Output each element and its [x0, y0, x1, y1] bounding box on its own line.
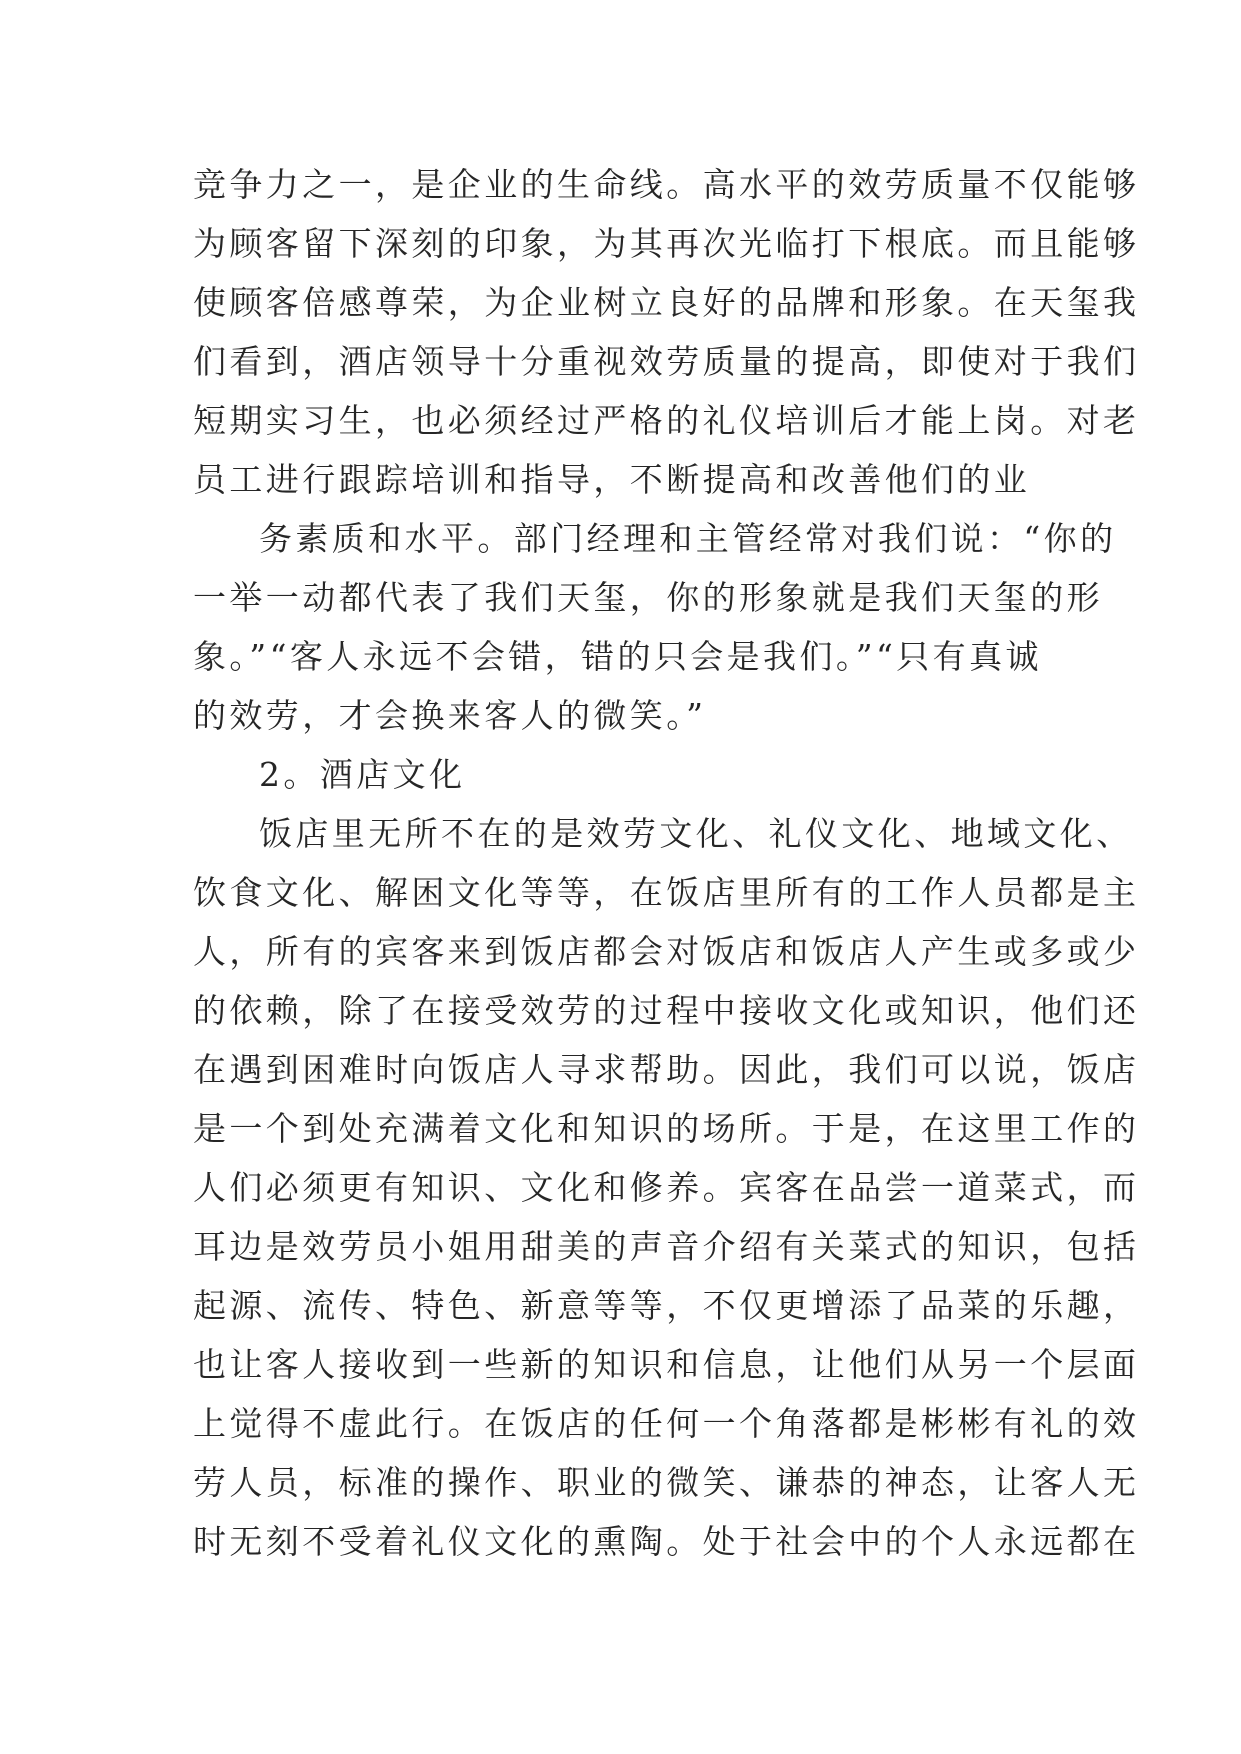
text-line: 的依赖，除了在接受效劳的过程中接收文化或知识，他们还: [193, 991, 1140, 1030]
paragraph-first-line: 2。酒店文化: [259, 755, 466, 794]
text-line: 饮食文化、解困文化等等，在饭店里所有的工作人员都是主: [193, 873, 1140, 912]
paragraph-first-line: 务素质和水平。部门经理和主管经常对我们说：“你的: [259, 519, 1117, 558]
text-line: 竞争力之一，是企业的生命线。高水平的效劳质量不仅能够: [193, 165, 1140, 204]
text-line: 耳边是效劳员小姐用甜美的声音介绍有关菜式的知识，包括: [193, 1227, 1140, 1266]
document-body: [193, 155, 1140, 1571]
text-line: 在遇到困难时向饭店人寻求帮助。因此，我们可以说，饭店: [193, 1050, 1140, 1089]
paragraph-first-line: 饭店里无所不在的是效劳文化、礼仪文化、地域文化、: [259, 814, 1133, 853]
text-line: 上觉得不虚此行。在饭店的任何一个角落都是彬彬有礼的效: [193, 1404, 1140, 1443]
text-line: 员工进行跟踪培训和指导，不断提高和改善他们的业: [193, 460, 1031, 499]
text-line: 使顾客倍感尊荣，为企业树立良好的品牌和形象。在天玺我: [193, 283, 1140, 322]
text-line: 也让客人接收到一些新的知识和信息，让他们从另一个层面: [193, 1345, 1140, 1384]
text-line: 象。”“客人永远不会错，错的只会是我们。”“只有真诚: [193, 637, 1042, 676]
text-line: 人们必须更有知识、文化和修养。宾客在品尝一道菜式，而: [193, 1168, 1140, 1207]
text-line: 的效劳，才会换来客人的微笑。”: [193, 696, 707, 735]
text-line: 是一个到处充满着文化和知识的场所。于是，在这里工作的: [193, 1109, 1140, 1148]
text-line: 人，所有的宾客来到饭店都会对饭店和饭店人产生或多或少: [193, 932, 1140, 971]
text-line: 起源、流传、特色、新意等等，不仅更增添了品菜的乐趣，: [193, 1286, 1140, 1325]
text-line: 们看到，酒店领导十分重视效劳质量的提高，即使对于我们: [193, 342, 1140, 381]
text-line: 为顾客留下深刻的印象，为其再次光临打下根底。而且能够: [193, 224, 1140, 263]
text-line: 时无刻不受着礼仪文化的熏陶。处于社会中的个人永远都在: [193, 1522, 1140, 1561]
text-line: 短期实习生，也必须经过严格的礼仪培训后才能上岗。对老: [193, 401, 1140, 440]
text-line: 劳人员，标准的操作、职业的微笑、谦恭的神态，让客人无: [193, 1463, 1140, 1502]
text-line: 一举一动都代表了我们天玺，你的形象就是我们天玺的形: [193, 578, 1103, 617]
